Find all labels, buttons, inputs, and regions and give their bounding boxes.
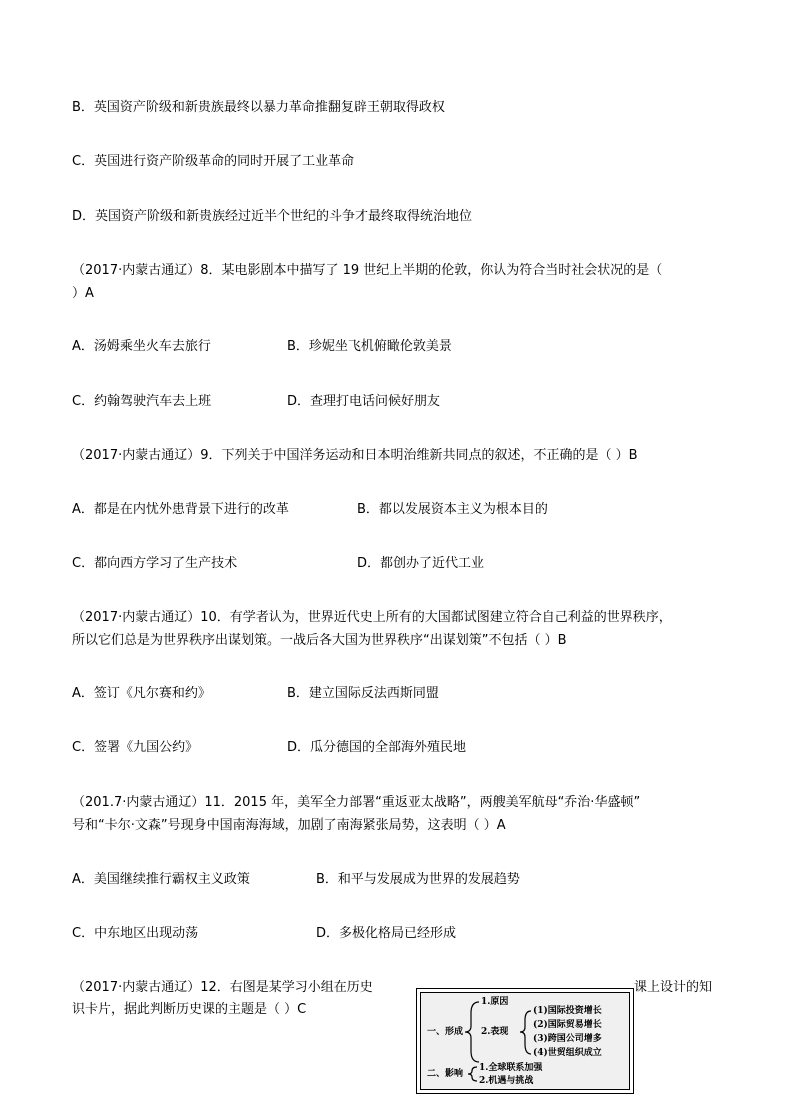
q8-option-a: A．汤姆乘坐火车去旅行 — [72, 339, 211, 354]
card-manifest-2: (2)国际贸易增长 — [533, 1020, 602, 1030]
q9-option-b: B．都以发展资本主义为根本目的 — [357, 502, 548, 517]
knowledge-card — [416, 988, 634, 1094]
q12-stem-line2: 识卡片，据此判断历史课的主题是（ ）C — [72, 1002, 307, 1017]
card-manifest-3: (3)跨国公司增多 — [533, 1034, 602, 1044]
q8-option-b: B．珍妮坐飞机俯瞰伦敦美景 — [287, 339, 452, 354]
q12-stem-line1-left: （2017·内蒙古通辽）12．右图是某学习小组在历史 — [72, 980, 373, 995]
card-cause: 1.原因 — [481, 997, 509, 1007]
q8-option-c: C．约翰驾驶汽车去上班 — [72, 394, 212, 409]
q10-option-b: B．建立国际反法西斯同盟 — [287, 686, 439, 701]
q7-option-c: C．英国进行资产阶级革命的同时开展了工业革命 — [72, 154, 355, 169]
q10-stem-line1: （2017·内蒙古通辽）10．有学者认为，世界近代史上所有的大国都试图建立符合自己利益的世界秩序， — [72, 610, 672, 625]
q11-option-b: B．和平与发展成为世界的发展趋势 — [316, 872, 520, 887]
card-manifest-1: (1)国际投资增长 — [533, 1006, 602, 1016]
q9-option-a: A．都是在内忧外患背景下进行的改革 — [72, 502, 289, 517]
card-section-impact: 二、影响 — [427, 1069, 464, 1079]
card-section-formation: 一、形成 — [427, 1027, 464, 1037]
impact-brace-icon — [468, 1067, 477, 1081]
q8-stem-line1: （2017·内蒙古通辽）8．某电影剧本中描写了 19 世纪上半期的伦敦，你认为符合当时社会状况的是（ — [72, 263, 663, 278]
q8-option-d: D．查理打电话问候好朋友 — [287, 394, 441, 409]
card-impact-1: 1.全球联系加强 — [479, 1063, 543, 1073]
card-manifest-4: (4)世贸组织成立 — [533, 1048, 602, 1058]
knowledge-card-inner — [420, 992, 630, 1090]
q11-stem-line1: （201.7·内蒙古通辽）11．2015 年，美军全力部署“重返亚太战略”，两艘美军航母“乔治·华盛顿” — [72, 795, 641, 810]
q11-option-d: D．多极化格局已经形成 — [316, 926, 457, 941]
q11-stem-line2: 号和“卡尔·文森”号现身中国南海海域，加剧了南海紧张局势，这表明（ ）A — [72, 818, 506, 833]
q10-option-d: D．瓜分德国的全部海外殖民地 — [287, 740, 467, 755]
card-manifest: 2.表现 — [481, 1027, 509, 1037]
q7-option-b: B．英国资产阶级和新贵族最终以暴力革命推翻复辟王朝取得政权 — [72, 100, 445, 115]
q9-stem-line1: （2017·内蒙古通辽）9．下列关于中国洋务运动和日本明治维新共同点的叙述，不正确的是（ ）B — [72, 448, 638, 463]
q11-option-a: A．美国继续推行霸权主义政策 — [72, 872, 250, 887]
q10-option-c: C．签署《九国公约》 — [72, 740, 199, 755]
q8-stem-line2: ）A — [72, 286, 94, 301]
q9-option-d: D．都创办了近代工业 — [357, 556, 485, 571]
big-brace-icon — [465, 1002, 479, 1062]
card-impact-2: 2.机遇与挑战 — [479, 1076, 534, 1086]
q7-option-d: D．英国资产阶级和新贵族经过近半个世纪的斗争才最终取得统治地位 — [72, 209, 473, 224]
q10-option-a: A．签订《凡尔赛和约》 — [72, 686, 211, 701]
q12-stem-line1-right: 课上设计的知 — [634, 980, 713, 995]
q9-option-c: C．都向西方学习了生产技术 — [72, 556, 238, 571]
q11-option-c: C．中东地区出现动荡 — [72, 926, 199, 941]
q10-stem-line2: 所以它们总是为世界秩序出谋划策。一战后各大国为世界秩序“出谋划策”不包括（ ）B — [72, 633, 567, 648]
manifest-brace-icon — [520, 1011, 531, 1054]
